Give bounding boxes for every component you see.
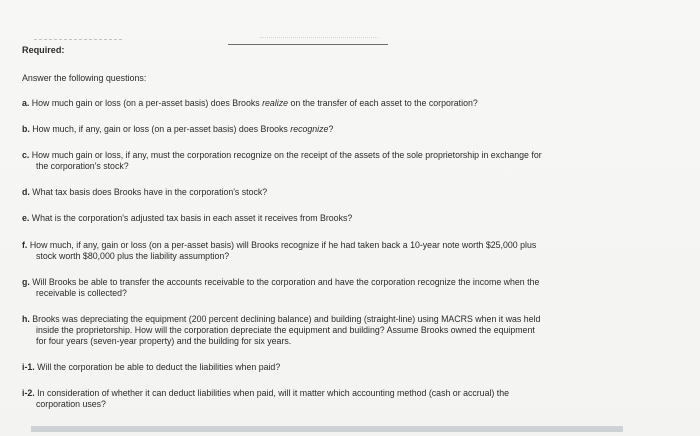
question-label: d. (22, 187, 30, 197)
instructions-intro: Answer the following questions: (22, 73, 147, 83)
question-g (22, 277, 662, 299)
top-center-faint-line (260, 37, 378, 38)
question-h (22, 314, 662, 347)
question-text: on the transfer of each asset to the corporation? (288, 98, 478, 108)
question-text-continued: the corporation's stock? (36, 161, 129, 171)
question-b (22, 124, 662, 135)
question-text: ? (328, 124, 334, 134)
question-i1 (22, 362, 662, 373)
question-label: h. (22, 314, 30, 324)
question-text: How much, if any, gain or loss (on a per-asset basis) does Brooks (32, 124, 291, 134)
question-e (22, 213, 662, 224)
question-label: i-2. (22, 388, 35, 398)
required-heading: Required: (22, 45, 65, 55)
question-a (22, 98, 662, 109)
question-text: Will Brooks be able to transfer the accounts receivable to the corporation and have the corporation recognize the income when the (32, 277, 540, 287)
question-d (22, 187, 662, 198)
question-text: What is the corporation's adjusted tax basis in each asset it receives from Brooks? (31, 213, 353, 223)
question-label: b. (22, 124, 30, 134)
question-text: How much gain or loss, if any, must the corporation recognize on the receipt of the assets of the sole proprietorship in exchange for (31, 150, 542, 160)
question-text: Will the corporation be able to deduct the liabilities when paid? (37, 362, 281, 372)
top-left-dashed-line (34, 39, 122, 40)
question-text-continued: corporation uses? (36, 399, 106, 409)
emphasized-word: recognize (290, 124, 329, 134)
question-text-continued: receivable is collected? (36, 288, 127, 298)
bottom-scroll-bar[interactable] (31, 426, 623, 432)
question-label: g. (22, 277, 30, 287)
question-text: How much, if any, gain or loss (on a per-asset basis) will Brooks recognize if he had taken back a 10-year note worth $25,000 plus (29, 240, 537, 250)
question-c (22, 150, 662, 172)
question-text-continued: for four years (seven-year property) and the building for six years. (36, 336, 292, 346)
question-label: c. (22, 150, 30, 160)
question-text-continued: stock worth $80,000 plus the liability assumption? (36, 251, 230, 261)
top-center-underline (228, 44, 388, 45)
question-i2 (22, 388, 662, 410)
question-text: In consideration of whether it can deduct liabilities when paid, will it matter which accounting method (cash or accrual) the (37, 388, 510, 398)
question-label: i-1. (22, 362, 35, 372)
question-label: f. (22, 240, 28, 250)
question-f (22, 240, 662, 262)
question-label: a. (22, 98, 30, 108)
question-text: What tax basis does Brooks have in the corporation's stock? (32, 187, 268, 197)
question-text: Brooks was depreciating the equipment (200 percent declining balance) and building (straight-line) using MACRS when it was held (32, 314, 541, 324)
question-text-continued: inside the proprietorship. How will the corporation depreciate the equipment and building? Assume Brooks owned the equipment (36, 325, 535, 335)
question-text: How much gain or loss (on a per-asset basis) does Brooks (31, 98, 263, 108)
question-label: e. (22, 213, 30, 223)
emphasized-word: realize (262, 98, 289, 108)
